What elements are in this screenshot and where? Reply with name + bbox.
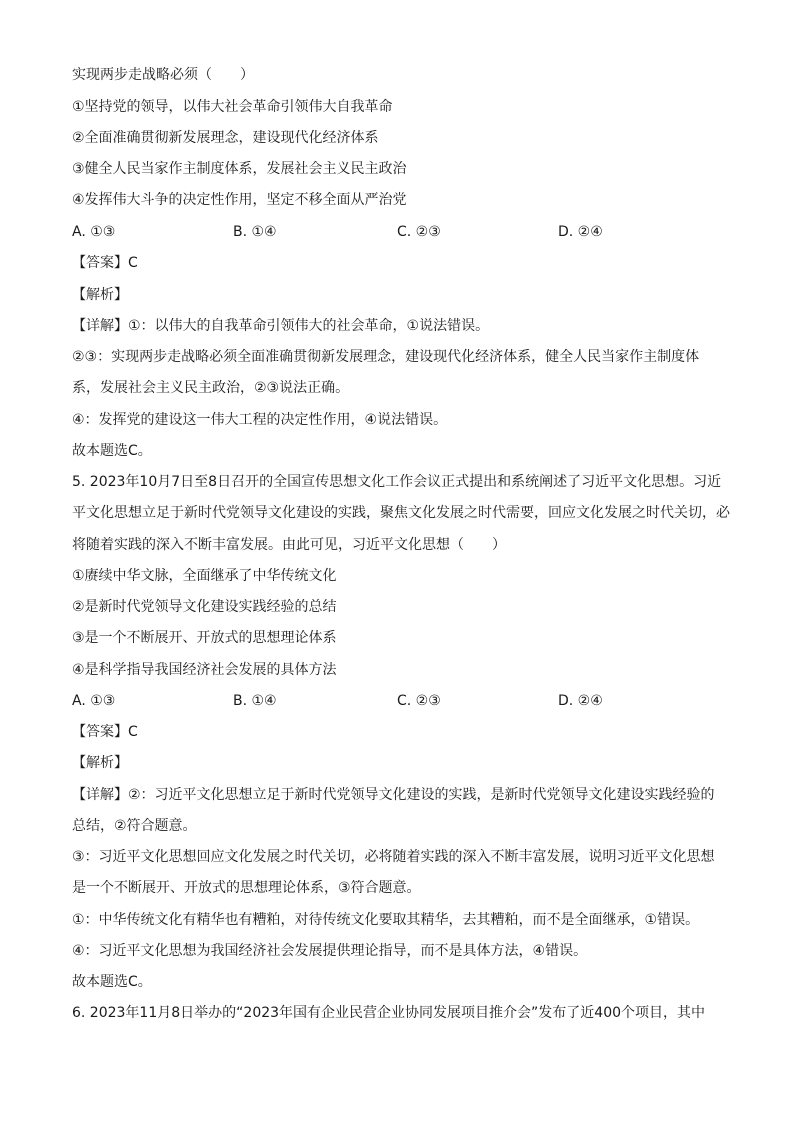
q5-analysis-line-5: ①：中华传统文化有精华也有糟粕，对待传统文化要取其精华，去其糟粕，而不是全面继承，①错误。 [72, 912, 700, 928]
q5-analysis-title: 【解析】 [72, 755, 128, 771]
q5-analysis-line-4: 是一个不断展开、开放式的思想理论体系，③符合题意。 [72, 880, 421, 896]
q5-option-c: C. ②③ [397, 693, 441, 709]
q4-analysis-line-1: 【详解】①：以伟大的自我革命引领伟大的社会革命，①说法错误。 [72, 318, 490, 334]
q4-option-d: D. ②④ [558, 224, 603, 240]
q4-item-4: ④发挥伟大斗争的决定性作用，坚定不移全面从严治党 [72, 192, 407, 208]
q4-options [72, 222, 732, 242]
q5-analysis-line-1: 【详解】②：习近平文化思想立足于新时代党领导文化建设的实践，是新时代党领导文化建设实践经验的 [72, 787, 715, 803]
q4-analysis-line-2: ②③：实现两步走战略必须全面准确贯彻新发展理念，建设现代化经济体系，健全人民当家作主制度体 [72, 349, 700, 365]
q4-stem: 实现两步走战略必须（ ） [72, 67, 254, 83]
q4-analysis-line-4: ④：发挥党的建设这一伟大工程的决定性作用，④说法错误。 [72, 412, 448, 428]
q5-stem-line-2: 平文化思想立足于新时代党领导文化建设的实践，聚焦文化发展之时代需要，回应文化发展之时代关切，必 [72, 505, 730, 521]
q5-item-4: ④是科学指导我国经济社会发展的具体方法 [72, 662, 337, 678]
q5-analysis-line-6: ④：习近平文化思想为我国经济社会发展提供理论指导，而不是具体方法，④错误。 [72, 943, 588, 959]
q5-options [72, 691, 732, 711]
q5-conclusion: 故本题选C。 [72, 974, 152, 990]
q4-item-1: ①坚持党的领导，以伟大社会革命引领伟大自我革命 [72, 99, 393, 115]
q4-analysis-line-3: 系，发展社会主义民主政治，②③说法正确。 [72, 380, 350, 396]
q5-analysis-line-3: ③：习近平文化思想回应文化发展之时代关切，必将随着实践的深入不断丰富发展，说明习近平文化思想 [72, 849, 715, 865]
q5-option-d: D. ②④ [558, 693, 603, 709]
q5-option-b: B. ①④ [233, 693, 277, 709]
q4-option-b: B. ①④ [233, 224, 277, 240]
q4-analysis-title: 【解析】 [72, 287, 128, 303]
q4-item-3: ③健全人民当家作主制度体系，发展社会主义民主政治 [72, 161, 407, 177]
q5-item-1: ①赓续中华文脉，全面继承了中华传统文化 [72, 568, 337, 584]
q5-analysis-line-2: 总结，②符合题意。 [72, 818, 197, 834]
q4-item-2: ②全面准确贯彻新发展理念，建设现代化经济体系 [72, 130, 379, 146]
q5-stem-line-3: 将随着实践的深入不断丰富发展。由此可见，习近平文化思想（ ） [72, 537, 506, 553]
q5-item-3: ③是一个不断展开、开放式的思想理论体系 [72, 630, 337, 646]
q4-answer: 【答案】C [72, 255, 138, 271]
q6-stem-line-1: 6. 2023年11月8日举办的“2023年国有企业民营企业协同发展项目推介会”发布了近400个项目，其中 [72, 1005, 706, 1021]
q4-option-a: A. ①③ [72, 224, 116, 240]
q4-option-c: C. ②③ [397, 224, 441, 240]
q5-option-a: A. ①③ [72, 693, 116, 709]
q5-answer: 【答案】C [72, 724, 138, 740]
q5-stem-line-1: 5. 2023年10月7日至8日召开的全国宣传思想文化工作会议正式提出和系统阐述了习近平文化思想。习近 [72, 474, 722, 490]
q4-conclusion: 故本题选C。 [72, 443, 152, 459]
q5-item-2: ②是新时代党领导文化建设实践经验的总结 [72, 599, 337, 615]
